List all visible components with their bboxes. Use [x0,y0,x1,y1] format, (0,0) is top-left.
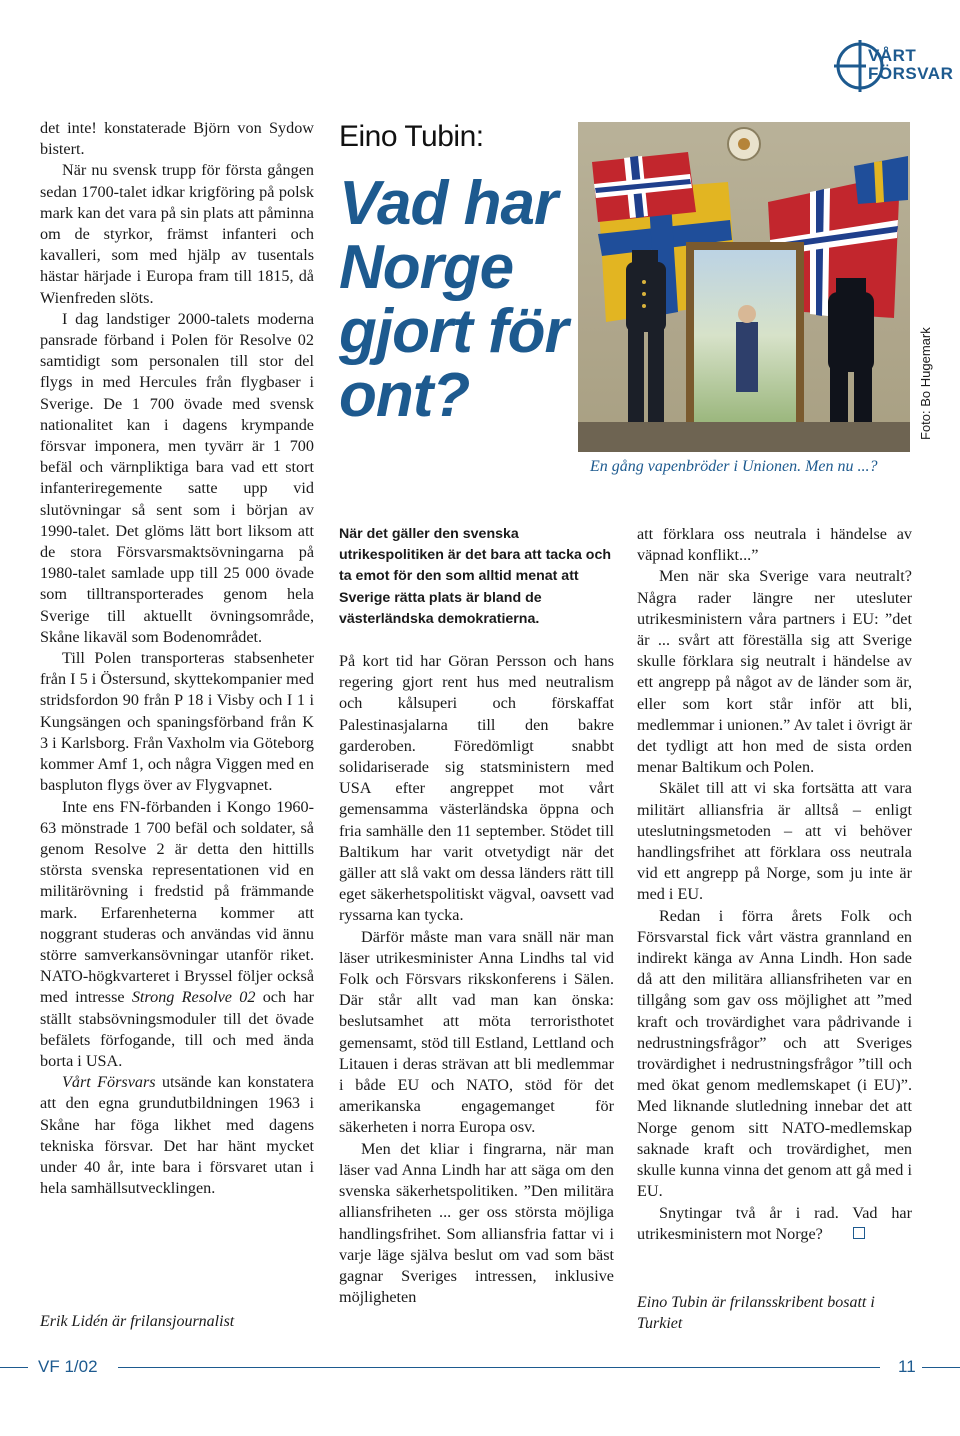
article-lead: När det gäller den svenska utrikespolitiken är det bara att tacka och ta emot för den som alltid menat att Sverige rätta plats är bland de västerländska demokratierna. [339,526,612,627]
vart-forsvar-logo [832,38,958,94]
paragraph: Skälet till att vi ska fortsätta att vara militärt alliansfria är alltså – enligt uteslutningsmetoden – att vi behöver handlingsfrihet att förklara oss neutrala vid ett angrepp på Norge, som ju inte är med i EU. [637,779,912,904]
paragraph-text: och har ställt stabsövningsmoduler till det övade befälets förfogande, till och med ända borta i USA. [40,988,314,1070]
paragraph: När nu svensk trupp för första gången sedan 1700-talet idkar krigföring på polsk mark kan det vara på sin plats att påminna om de styrkor, främst infanteri och kavalleri, som med hjälp av tusentals hästar härjade i Europa fram till 1815, då Wienfreden slöts. [40,161,314,307]
paragraph: Men när ska Sverige vara neutralt? Några rader längre ner utesluter utrikesministern våra partners i EU: ”det är ... svårt att föreställa sig att Sverige skulle förklara sig neutralt i händelse av ett angrepp på något av de länder som är, eller som kort står inför att bli, medlemmar i unionen.” Av talet i övrigt är det tydligt att hon med de sista orden menar Baltikum och Polen. [637,567,912,777]
footer-rule [118,1367,880,1368]
paragraph: På kort tid har Göran Persson och hans regering gjort rent hus med neutralism och kålsuperi och förskaffat Palestinasjalarna till den bakre garderoben. Föredömligt snabbt solidariserade sig statsministern med USA efter angreppet mot vårt gemensamma västerländska öppna och fria samhälle den 11 september. Stödet till Baltikum har varit otvetydigt när det gäller att slå vakt om dessa länders rätt till eget säkerhetspolitiskt vägval, oavsett vad ryssarna kan tycka. [339,652,614,925]
byline-right: Eino Tubin är frilansskribent bosatt i Turkiet [637,1294,875,1332]
photo-caption: En gång vapenbröder i Unionen. Men nu ...? [590,458,878,475]
article-column-middle [339,524,614,1308]
paragraph: att förklara oss neutrala i händelse av väpnad konflikt...” [637,525,912,565]
paragraph: Till Polen transporteras stabsenheter från I 5 i Östersund, skyttekompanier med stridsfordon 90 från P 18 i Visby och I 1 i Kungsängen och spaningsförband från K 3 i Karlsborg. Från Vaxholm via Göteborg kommer Amf 1, och några Viggen med en baspluton flygs över av Flygvapnet. [40,649,314,795]
paragraph: I dag landstiger 2000-talets moderna pansrade förband i Polen för Resolve 02 samtidigt som personalen till stor del flygs in med Hercules från flygbaser i Sverige. De 1 700 övade med svensk nationalitet kan i dagens krympande försvar imponera, men tyvärr är 1 700 befäl och värnpliktiga bara vad ett stort infanteriregemente satte upp vid slutövningar så sent som i början av 1990-talet. Det glöms lätt bort liksom att de stora Försvarsmaktsövningarna på 1980-talet samlade upp till 25 000 övade som tilltransporterades genom hela Sverige till aktuellt övningsområde, Skåne likaväl som Bodenområdet. [40,309,314,646]
article-column-right [637,524,912,1245]
article-headline: Vad har Norge gjort för ont? [339,169,568,430]
paragraph-text: Inte ens FN-förbanden i Kongo 1960-63 mönstrade 1 700 befäl och soldater, så genom Resolve 2 är detta den hittills största svenska representationen vid en militärövning i fredstid på främmande mark. Erfarenheterna kommer att noggrant studeras och användas vid ännu större samverkansövningar utanför riket. NATO-högkvarteret i Bryssel följer också med intresse [40,797,314,1007]
author-heading: Eino Tubin: [339,120,484,153]
article-column-left [40,118,314,1199]
photo-illustration [578,122,910,452]
paragraph: det inte! konstaterade Björn von Sydow bistert. [40,119,314,159]
paragraph: Redan i förra årets Folk och Försvarstal fick vårt västra grannland en indirekt känga av Anna Lindh. Hon sade då att den militära alliansfriheten var en tillgång som gav oss möjlighet att ”med kraft och trovärdighet vara pådrivande i nedrustningsfrågor” och att Sveriges trovärdighet i nedrustningsfrågor ”till och med ökat genom medlemskapet (i EU)”. Med liknande slutledning innebar det att Norge genom sitt NATO-medlemskap saknade kraft och trovärdighet, men skulle kunna vinna det genom att gå med i EU. [637,906,912,1201]
page-number: 11 [898,1357,916,1376]
paragraph-text: Snytingar två år i rad. Vad har utrikesministern mot Norge? [637,1203,912,1243]
paragraph [637,1203,912,1245]
paragraph: Därför måste man vara snäll när man läser utrikesminister Anna Lindhs tal vid Folk och Försvars rikskonferens i Sälen. Där står allt vad man kan önska: beslutsamhet att möta terroristhotet gemensamt, stöd till Estland, Lettland och Litauen i deras strävan att bli medlemmar i både EU och NATO, stöd för det amerikanska engagemanget för säkerheten i norra Europa osv. [339,927,614,1137]
logo-text-line1: VÅRT [868,46,917,65]
logo-text-line2: FÖRSVAR [868,64,954,83]
exercise-name: Strong Resolve 02 [131,988,256,1007]
issue-number: VF 1/02 [38,1357,98,1376]
end-of-article-icon [853,1227,865,1239]
paragraph [40,1072,314,1199]
photo-credit: Foto: Bo Hugemark [918,327,933,440]
footer-rule [922,1367,960,1368]
paragraph: Men det kliar i fingrarna, när man läser vad Anna Lindh har att säga om den svenska säkerhetspolitiken. ”Den militära alliansfriheten ... ger oss största möjliga handlingsfrihet. Som alliansfria fattar vi i varje läge själva beslut om vad som bäst gagnar Sveriges intressen, inklusive möjligheten [339,1139,614,1307]
paragraph [40,797,314,1073]
magazine-name: Vårt Försvars [62,1073,156,1092]
byline-left: Erik Lidén är frilansjournalist [40,1313,235,1330]
paragraph-text: utsände kan konstatera att den egna grundutbildningen 1963 i Skåne har föga likhet med dagens tekniska försvar. Det har hänt mycket under 40 år, inte bara i försvaret utan i hela samhällsutvecklingen. [40,1073,314,1198]
article-photo [578,122,910,452]
footer-rule [0,1367,28,1368]
